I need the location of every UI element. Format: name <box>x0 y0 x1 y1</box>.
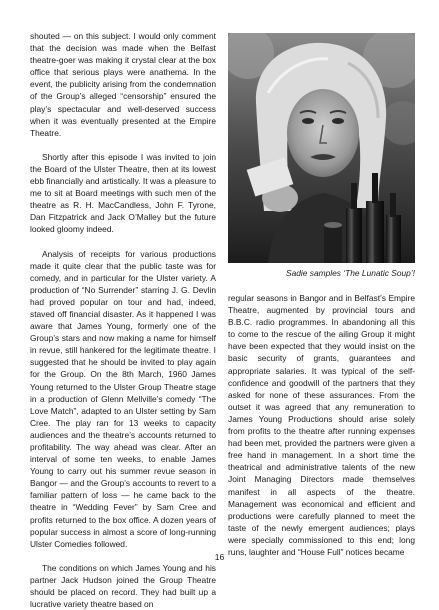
right-text-column <box>228 292 415 558</box>
paragraph: The conditions on which James Young and his partner Jack Hudson joined the Group Theatre should be placed on record. They had built up a lucrative variety theatre based on <box>30 562 216 610</box>
photo-sadie <box>228 33 415 263</box>
paragraph: regular seasons in Bangor and in Belfast’s Empire Theatre, augmented by provincial tours and B.B.C. radio programmes. In abandoning all this to come to the rescue of the ailing Group it might have been expected that they would insist on the basic security of grants, guarantees and appropriate salaries. It was typical of the self-confidence and goodwill of the partners that they asked for none of these assurances. From the outset it was agreed that any remuneration to James Young Productions should arise solely from profits to the theatre after running expenses had been met, provided the partners were given a free hand in management. In a short time the theatrical and administrative talents of the new Joint Managing Directors made themselves manifest in all aspects of the theatre. Management was economical and efficient and productions were carefully planned to meet the taste of the newly emergent audiences; plays were specially commissioned to this end; long runs, laughter and “House Full” notices became <box>228 293 415 557</box>
paragraph: shouted — on this subject. I would only comment that the decision was made when the Belfast theatre-goer was making it crystal clear at the box office that serious plays were anathema. In the event, the publicity arising from the condemnation of the Group’s alleged “censorship” ensured the play’s spectacular and well-deserved success when it was eventually presented at the Empire Theatre. <box>30 31 216 138</box>
paragraph: Shortly after this episode I was invited to join the Board of the Ulster Theatre, then at its lowest ebb financially and artistically. It was a pleasure to me to sit at Board meetings with such men of the theatre as R. H. MacCandless, John F. Tyrone, Dan Fitzpatrick and Jack O’Malley but the future looked gloomy indeed. <box>30 151 216 235</box>
left-text-column <box>30 30 216 610</box>
page-number: 16 <box>214 552 225 562</box>
paragraph: Analysis of receipts for various productions made it quite clear that the public taste was for comedy, and in particular for the Ulster variety. A production of “No Surrender” starring J. G. Devlin had proved popular on tour and had, indeed, staved off financial disaster. As it happened I was aware that James Young, formerly one of the Group’s stars and now making a name for himself in revue, still hankered for the legitimate theatre. I suggested that he should be invited to play again for the Group. On the 8th March, 1960 James Young returned to the Ulster Group Theatre stage in a production of Glenn Mellville’s comedy “The Love Match”, adapted to an Ulster setting by Sam Cree. The play ran for 13 weeks to capacity audiences and the theatre’s accounts returned to profitability. The way ahead was clear. After an interval of some ten weeks, to enable James Young to carry out his summer revue season in Bangor — and the Group’s accounts to revert to a familiar pattern of loss — he came back to the theatre in “Wedding Fever” by Sam Cree and profits returned to the box office. A dozen years of popular success in almost a score of long-running Ulster Comedies followed. <box>30 248 216 549</box>
photo-illustration <box>228 33 415 263</box>
photo-caption: Sadie samples ‘The Lunatic Soup’! <box>286 268 415 278</box>
